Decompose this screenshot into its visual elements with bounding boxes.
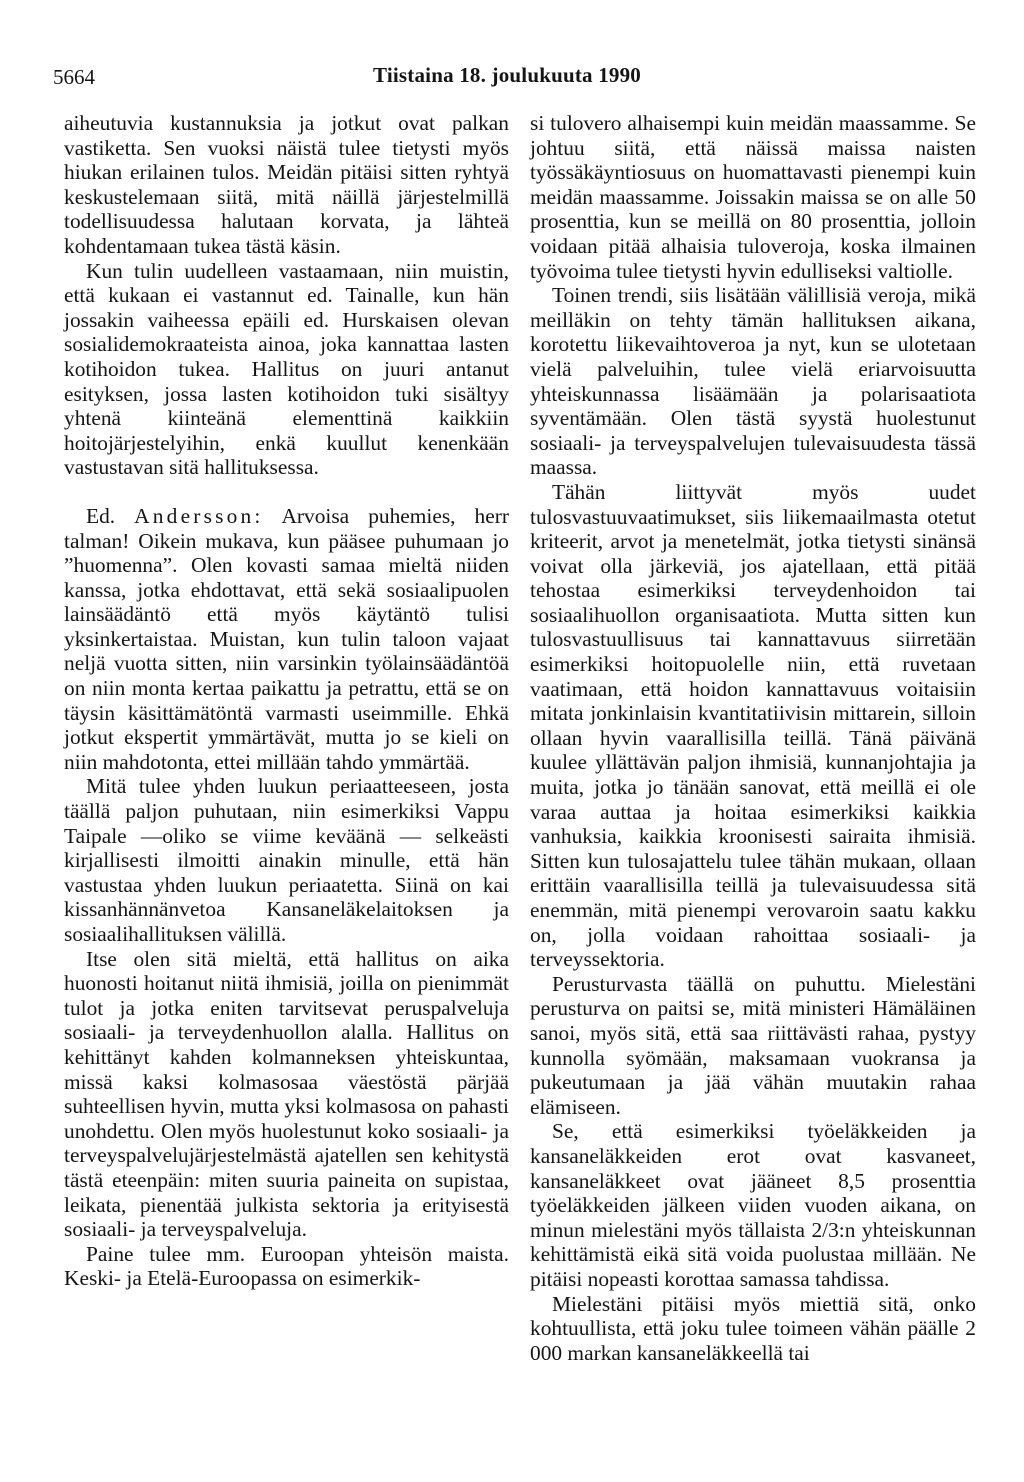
paragraph: Kun tulin uudelleen vastaamaan, niin muistin, että kukaan ei vastannut ed. Tainalle, kun hän jossakin vaiheessa epäili ed. Hurskaisen olevan sosialidemokraateista ainoa, joka kannattaa lasten kotihoidon tukea. Hallitus on juuri antanut esityksen, jossa lasten kotihoidon tuki sisältyy yhtenä kiinteänä elementtinä kaikkiin hoitojärjestelyihin, enkä kuullut kenenkään vastustavan sitä hallituksessa. xyxy=(64,258,509,480)
paragraph: Itse olen sitä mieltä, että hallitus on aika huonosti hoitanut niitä ihmisiä, joilla on pienimmät tulot ja jotka eniten tarvitsevat peruspalveluja sosiaali- ja terveydenhuollon alalla. Hallitus on kehittänyt kahden kolmanneksen yhteiskuntaa, missä kaksi kolmasosaa väestöstä pärjää suhteellisen hyvin, mutta yksi kolmasosa on pahasti unohdettu. Olen myös huolestunut koko sosiaali- ja terveyspalvelujärjestelmästä ajatellen sen kehitystä tästä eteenpäin: miten suuria paineita on supistaa, leikata, pienentää julkista sektoria ja erityisestä sosiaali- ja terveyspalveluja. xyxy=(64,946,509,1242)
paragraph: Mitä tulee yhden luukun periaatteeseen, josta täällä paljon puhutaan, niin esimerkiksi Vappu Taipale —oliko se viime keväänä — selkeästi kirjallisesti ilmoitti ainakin minulle, että hän vastustaa yhden luukun periaatetta. Siinä on kai kissanhännänvetoa Kansaneläkelaitoksen ja sosiaalihallituksen välillä. xyxy=(64,774,509,946)
speaker-paragraph xyxy=(64,504,509,775)
speech-text: Arvoisa puhemies, herr talman! Oikein mukava, kun pääsee puhumaan jo ”huomenna”. Olen kovasti samaa mieltä niiden kanssa, jotka ehdottavat, että sekä sosiaalipuolen lainsäädäntö että myös käytäntö tulisi yksinkertaistaa. Muistan, kun tulin taloon vajaat neljä vuotta sitten, niin varsinkin työlainsäädäntöä on niin monta kertaa paikattu ja petrattu, että se on täysin käsittämätöntä varmasti useimmille. Ehkä jotkut ekspertit ymmärtävät, mutta jo se kieli on niin mahdotonta, ettei millään tahdo ymmärtää. xyxy=(64,503,509,774)
paragraph: Paine tulee mm. Euroopan yhteisön maista. Keski- ja Etelä-Euroopassa on esimerkik- xyxy=(64,1241,509,1291)
paragraph: Se, että esimerkiksi työeläkkeiden ja kansaneläkkeiden erot ovat kasvaneet, kansaneläkkeet ovat jääneet 8,5 prosenttia työeläkkeiden jälkeen viiden vuoden aikana, on minun mielestäni myös tällaista 2/3:n yhteiskunnan kehittämistä eikä sitä voida puolustaa millään. Ne pitäisi nopeasti korottaa samassa tahdissa. xyxy=(530,1119,976,1291)
paragraph: aiheutuvia kustannuksia ja jotkut ovat palkan vastiketta. Sen vuoksi näistä tulee tietysti myös hiukan erilainen tulos. Meidän pitäisi sitten ryhtyä keskustelemaan siitä, mitä näillä järjestelmillä todellisuudessa halutaan korvata, ja lähteä kohdentamaan tukea tästä käsin. xyxy=(64,111,509,258)
paragraph: Perusturvasta täällä on puhuttu. Mielestäni perusturva on paitsi se, mitä ministeri Hämäläinen sanoi, myös sitä, että saa riittävästi rahaa, pystyy kunnolla syömään, maksamaan vuokransa ja pukeutumaan ja jää vähän muutakin rahaa elämiseen. xyxy=(530,971,976,1119)
speaker-prefix: Ed. xyxy=(86,503,116,528)
paragraph: si tulovero alhaisempi kuin meidän maassamme. Se johtuu siitä, että näissä maissa naisten työssäkäyntiosuus on huomattavasti pienempi kuin meidän maassamme. Joissakin maissa se on alle 50 prosenttia, kun se meillä on 80 prosenttia, jolloin voidaan pitää alhaisia tuloveroja, koska ilmainen työvoima tulee tietysti hyvin edulliseksi valtiolle. xyxy=(530,111,976,283)
left-column xyxy=(64,111,509,1291)
page-number: 5664 xyxy=(53,65,95,89)
running-title: Tiistaina 18. joulukuuta 1990 xyxy=(373,63,641,87)
speaker-name: Andersson: xyxy=(134,503,264,528)
paragraph: Mielestäni pitäisi myös miettiä sitä, onko kohtuullista, että joku tulee toimeen vähän päälle 2 000 markan kansaneläkkeellä tai xyxy=(530,1291,976,1365)
paragraph: Toinen trendi, siis lisätään välillisiä veroja, mikä meilläkin on tehty tämän hallituksen aikana, korotettu liikevaihtoveroa ja nyt, kun se ulotetaan vielä palveluihin, tulee vielä eriarvoisuutta yhteiskunnassa lisäämään ja polarisaatiota syventämään. Olen tästä syystä huolestunut sosiaali- ja terveyspalvelujen tulevaisuudesta tässä maassa. xyxy=(530,283,976,480)
right-column xyxy=(530,111,976,1365)
paragraph: Tähän liittyvät myös uudet tulosvastuuvaatimukset, siis liikemaailmasta otetut kriteerit, arvot ja menetelmät, jotka tietysti sinänsä voivat olla järkeviä, jos ajatellaan, että pitää tehostaa esimerkiksi terveydenhoidon tai sosiaalihuollon organisaatiota. Mutta sitten kun tulosvastuullisuus tai kannattavuus siirretään esimerkiksi hoitopuolelle niin, että ruvetaan vaatimaan, että hoidon kannattavuus voitaisiin mitata jonkinlaisin kvantitatiivisin mittarein, silloin ollaan hyvin vaarallisilla teillä. Tänä päivänä kuulee yllättävän paljon ihmisiä, kunnanjohtajia ja muita, jotka jo tänään sanovat, että meillä ei ole varaa auttaa ja hoitaa esimerkiksi kaikkia vanhuksia, kaikkia kroonisesti sairaita ihmisiä. Sitten kun tulosajattelu tulee tähän mukaan, ollaan erittäin vaarallisilla teillä ja tulevaisuudessa sitä enemmän, mitä pienempi verovaroin saatu kakku on, jolla voidaan rahoittaa sosiaali- ja terveyssektoria. xyxy=(530,479,976,972)
